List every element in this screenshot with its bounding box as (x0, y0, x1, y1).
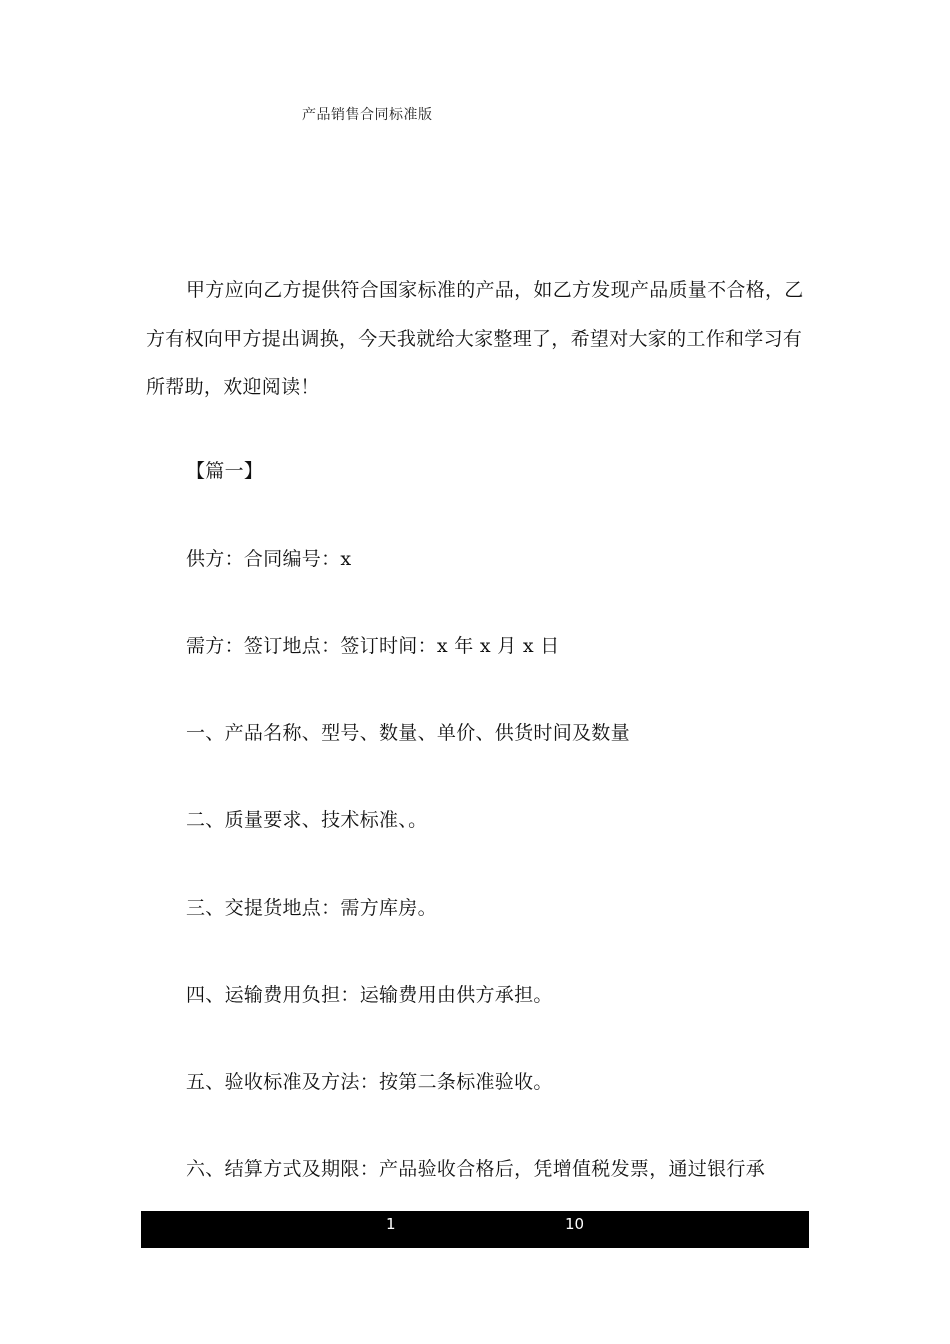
clause-6: 六、结算方式及期限：产品验收合格后，凭增值税发票，通过银行承 (186, 1158, 766, 1180)
buyer-line: 需方：签订地点：签订时间：x 年 x 月 x 日 (186, 635, 560, 657)
supplier-line: 供方：合同编号：x (186, 548, 352, 570)
document-header-title: 产品销售合同标准版 (302, 107, 433, 123)
page-footer-bar (141, 1211, 809, 1248)
section-heading: 【篇一】 (186, 460, 264, 482)
clause-5: 五、验收标准及方法：按第二条标准验收。 (186, 1071, 553, 1093)
intro-paragraph: 甲方应向乙方提供符合国家标准的产品，如乙方发现产品质量不合格，乙方有权向甲方提出调换，今天我就给大家整理了，希望对大家的工作和学习有所帮助，欢迎阅读！ (146, 279, 804, 398)
clause-1: 一、产品名称、型号、数量、单价、供货时间及数量 (186, 722, 630, 744)
page-total: 10 (565, 1215, 585, 1233)
page-number: 1 (386, 1215, 396, 1233)
clause-4: 四、运输费用负担：运输费用由供方承担。 (186, 984, 553, 1006)
clause-2: 二、质量要求、技术标准、。 (186, 809, 428, 831)
clause-3: 三、交提货地点：需方库房。 (186, 897, 437, 919)
